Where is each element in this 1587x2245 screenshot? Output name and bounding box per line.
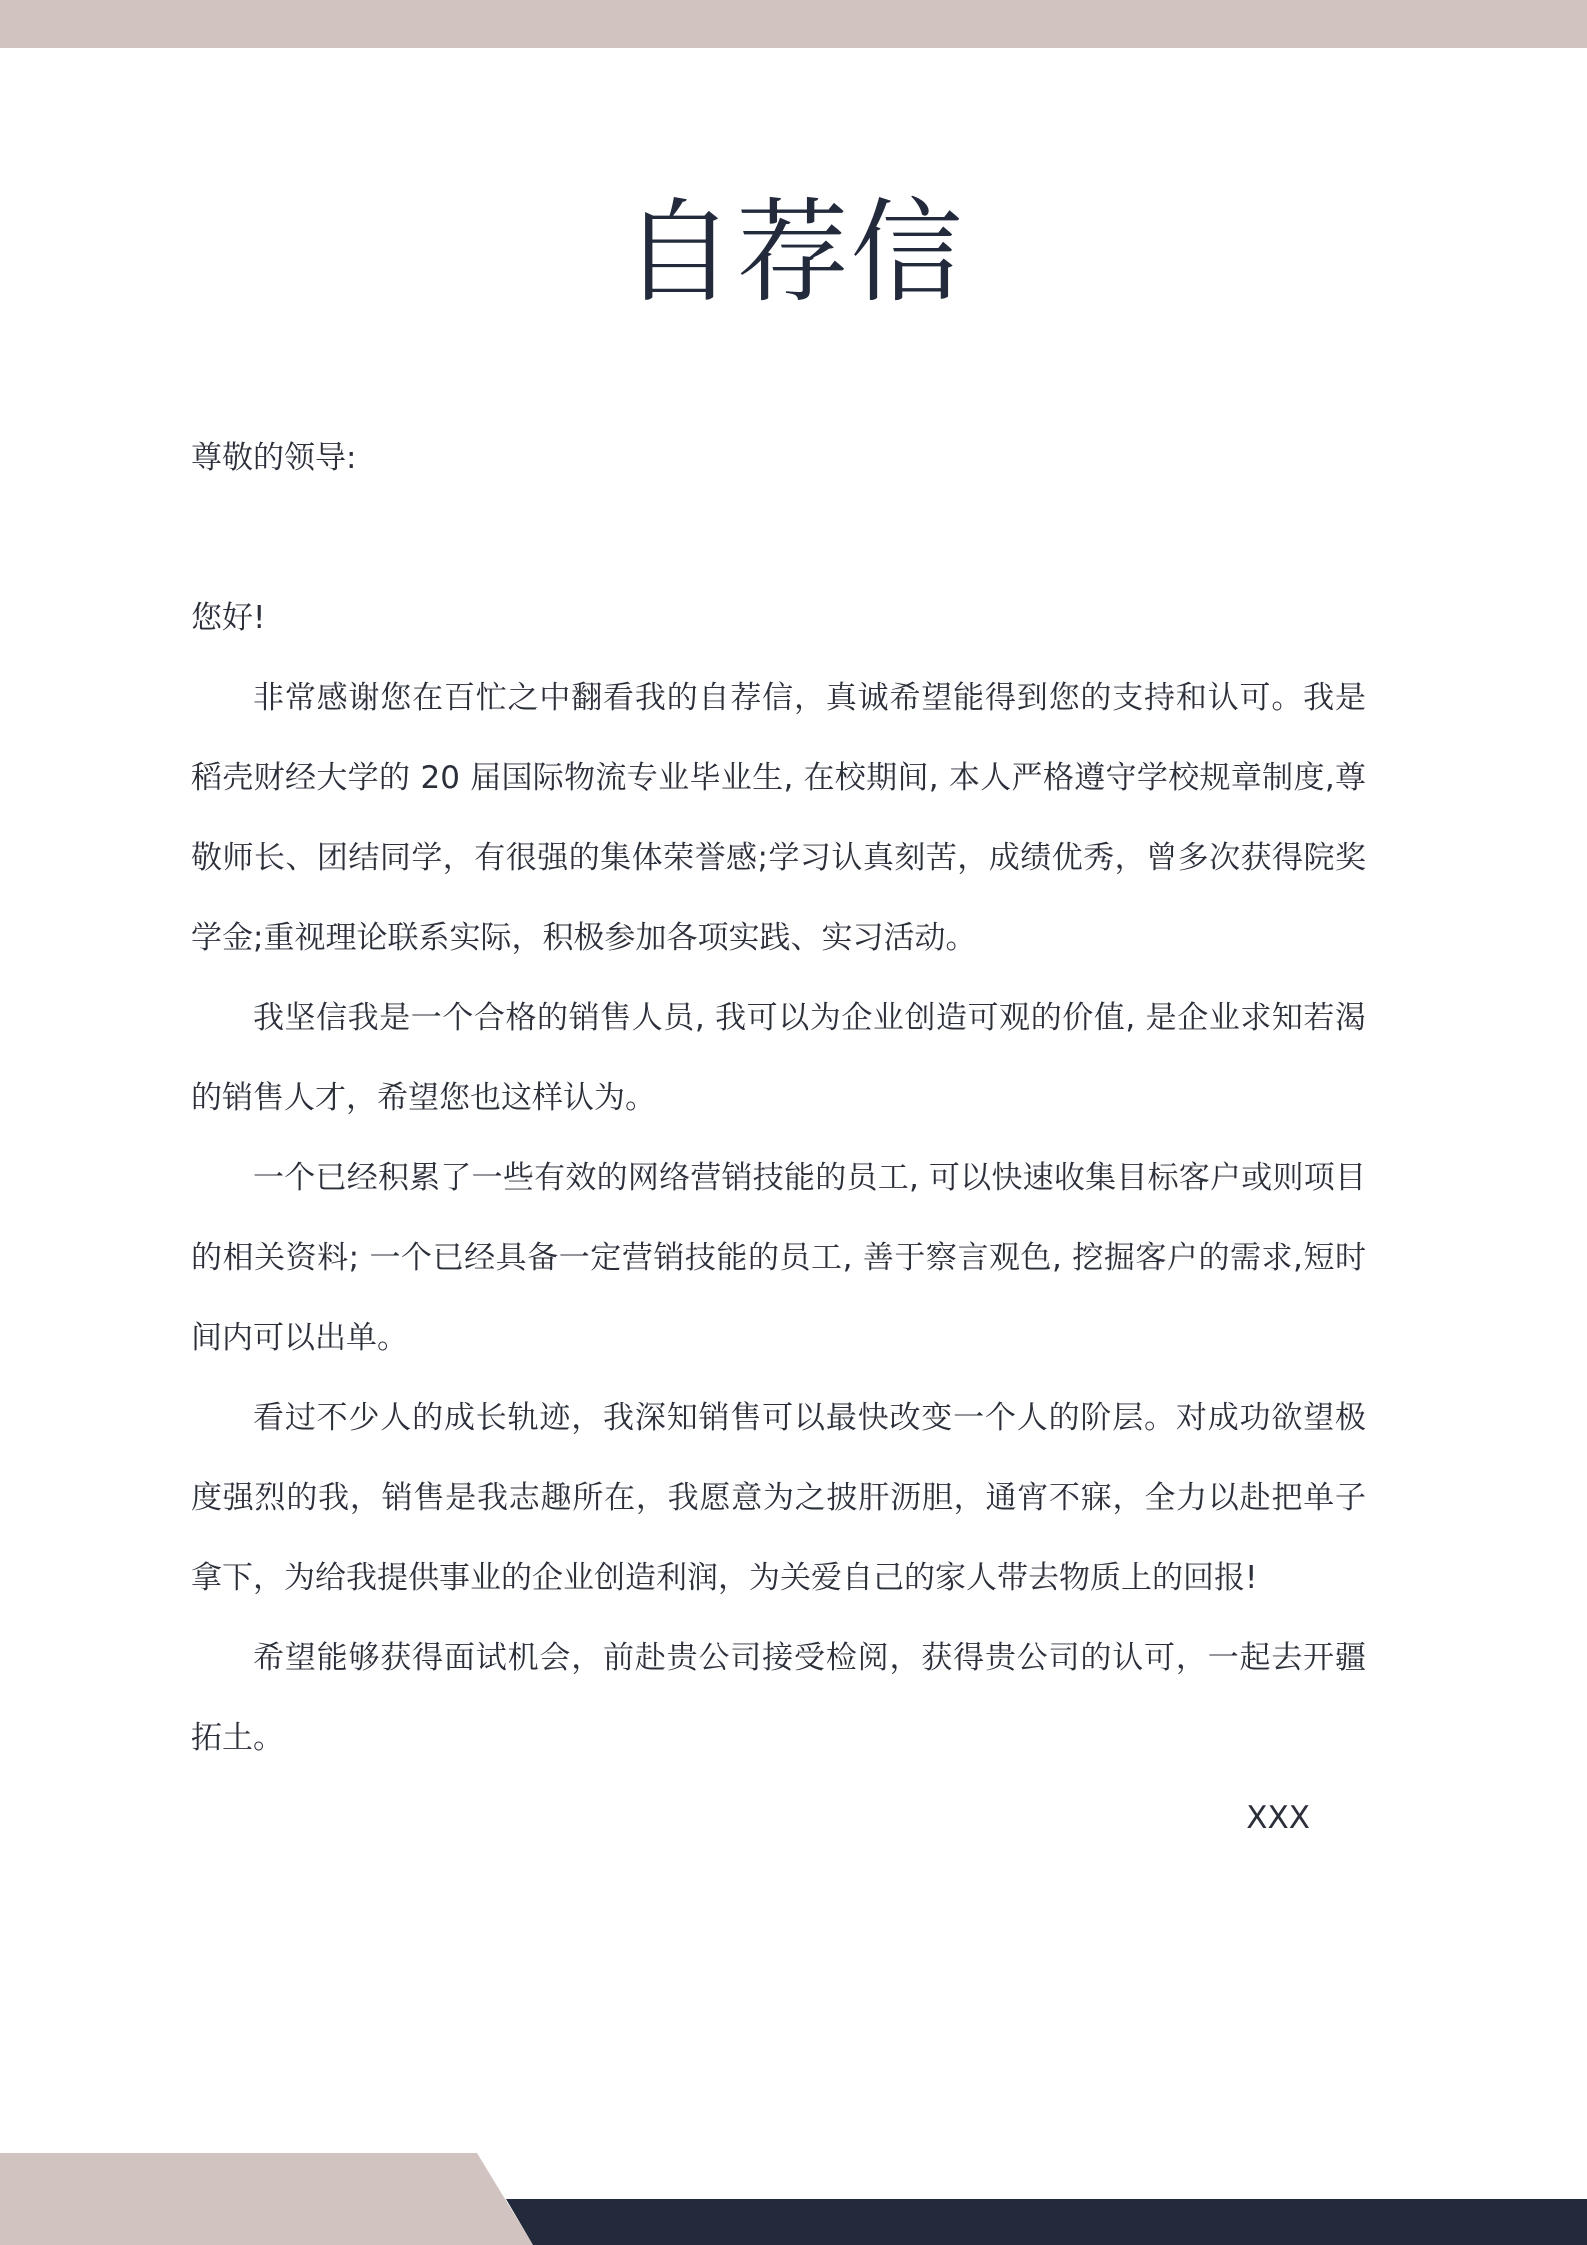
salutation: 尊敬的领导: [191, 440, 357, 476]
bottom-decor-dark-shape [506, 2199, 1587, 2245]
top-decor-bar [0, 0, 1587, 48]
greeting: 您好! [191, 600, 266, 636]
paragraph-3: 一个已经积累了一些有效的网络营销技能的员工, 可以快速收集目标客户或则项目的相关资料; 一个已经具备一定营销技能的员工, 善于察言观色, 挖掘客户的需求,短时间内可以出单。 [191, 1160, 1366, 1356]
letter-body [191, 418, 1366, 1858]
signature: XXX [1246, 1800, 1310, 1836]
paragraph-5: 希望能够获得面试机会，前赴贵公司接受检阅，获得贵公司的认可，一起去开疆拓土。 [191, 1640, 1366, 1756]
paragraph-4: 看过不少人的成长轨迹，我深知销售可以最快改变一个人的阶层。对成功欲望极度强烈的我，销售是我志趣所在，我愿意为之披肝沥胆，通宵不寐，全力以赴把单子拿下，为给我提供事业的企业创造利润，为关爱自己的家人带去物质上的回报! [191, 1400, 1366, 1596]
paragraph-1: 非常感谢您在百忙之中翻看我的自荐信，真诚希望能得到您的支持和认可。我是稻壳财经大学的 20 届国际物流专业毕业生, 在校期间, 本人严格遵守学校规章制度,尊敬师长、团结同学，有很强的集体荣誉感;学习认真刻苦，成绩优秀，曾多次获得院奖学金;重视理论联系实际，积极参加各项实践、实习活动。 [191, 680, 1366, 956]
page-title: 自荐信 [622, 188, 965, 318]
paragraph-2: 我坚信我是一个合格的销售人员, 我可以为企业创造可观的价值, 是企业求知若渴的销售人才，希望您也这样认为。 [191, 1000, 1366, 1116]
bottom-decor-light-shape [0, 2153, 533, 2245]
